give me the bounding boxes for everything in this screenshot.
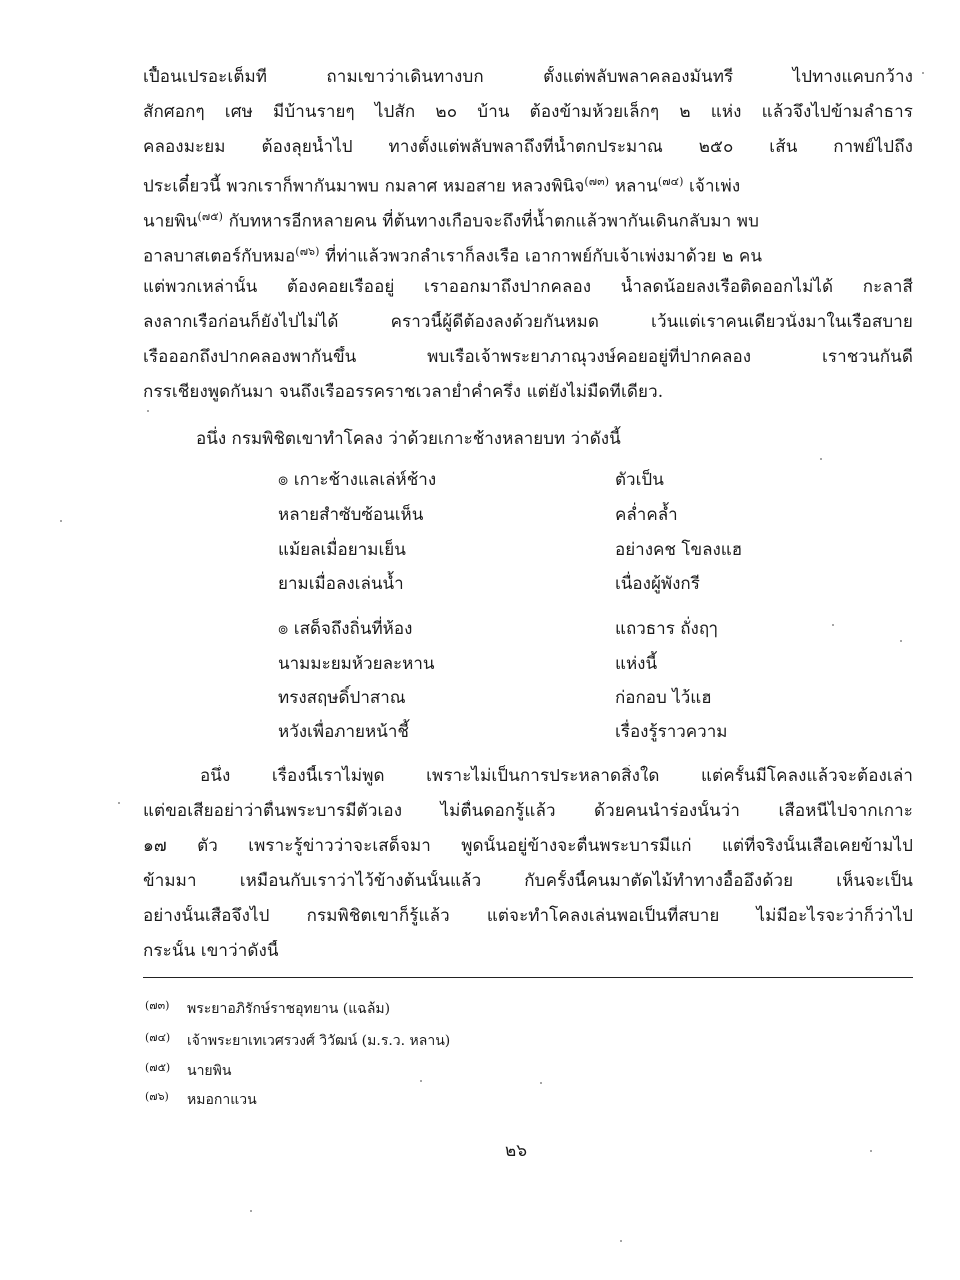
paragraph-1-line-text: อาลบาสเตอร์กับหมอ xyxy=(143,246,296,267)
poem-line-right: แห่งนี้ xyxy=(615,654,658,674)
paragraph-1-line-text: ประเดี๋ยวนี้ พวกเราก็พากันมาพบ กมลาศ หมอสาย หลวงพินิจ xyxy=(143,176,585,197)
poem-line-left: ๏ เสด็จถึงถิ่นที่ห้อง xyxy=(278,619,413,639)
paragraph-1-line-text: เจ้าเพ่ง xyxy=(683,176,741,197)
paragraph-1-line xyxy=(143,241,913,268)
poem-line-right: เรื่องรู้ราวความ xyxy=(615,722,728,742)
poem-line-left: หวังเพื่อภายหน้าชี้ xyxy=(278,722,409,742)
poem-line-right: ตัวเป็น xyxy=(615,470,664,490)
poem-line-left: ทรงสฤษดิ์ปาสาณ xyxy=(278,688,406,708)
poem-line-left: ยามเมื่อลงเล่นน้ำ xyxy=(278,574,404,594)
footnote-mark: (๗๕) xyxy=(145,1061,171,1074)
paragraph-1-line: ลงลากเรือก่อนก็ยังไปไม่ได้ คราวนี้ผู้ดีต้องลงด้วยกันหมด เว้นแต่เราคนเดียวนั่งมาในเรือสบาย xyxy=(143,312,913,332)
paragraph-1-line-text: หลาน xyxy=(609,176,658,197)
footnote-ref: (๗๓) xyxy=(584,175,610,188)
footnote-item xyxy=(145,1059,231,1080)
footnote-text: หมอกาแวน xyxy=(187,1092,257,1108)
footnote-text: เจ้าพระยาเทเวศรวงศ์ วิวัฒน์ (ม.ร.ว. หลาน) xyxy=(187,1033,451,1049)
paragraph-2-line: กระนั้น เขาว่าดังนี้ xyxy=(143,941,279,961)
footnote-text: นายพิน xyxy=(187,1063,232,1079)
poem-line-right: คล่ำคล้ำ xyxy=(615,505,678,525)
paragraph-1-line: เปื้อนเปรอะเต็มที ถามเขาว่าเดินทางบก ตั้งแต่พลับพลาคลองมันทรี ไปทางแคบกว้าง xyxy=(143,67,913,87)
footnote-ref: (๗๔) xyxy=(657,175,684,188)
paragraph-1-line: คลองมะยม ต้องลุยน้ำไป ทางตั้งแต่พลับพลาถึงที่น้ำตกประมาณ ๒๕๐ เส้น กาพย์ไปถึง xyxy=(143,137,913,157)
paragraph-2-line: อนึ่ง เรื่องนี้เราไม่พูด เพราะไม่เป็นการประหลาดสิ่งใด แต่ครั้นมีโคลงแล้วจะต้องเล่า xyxy=(200,766,913,786)
poem-line-left: นามมะยมห้วยละหาน xyxy=(278,654,435,674)
paragraph-1-line: สักศอกๆ เศษ มีบ้านรายๆ ไปสัก ๒๐ บ้าน ต้องข้ามห้วยเล็กๆ ๒ แห่ง แล้วจึงไปข้ามลำธาร xyxy=(143,102,913,122)
poem-intro: อนึ่ง กรมพิชิตเขาทำโคลง ว่าด้วยเกาะช้างหลายบท ว่าดังนี้ xyxy=(196,429,621,449)
footnote-text: พระยาอภิรักษ์ราชอุทยาน (แฉล้ม) xyxy=(187,1001,391,1017)
paragraph-1-line: แต่พวกเหล่านั้น ต้องคอยเรืออยู่ เราออกมาถึงปากคลอง น้ำลดน้อยลงเรือติดออกไม่ได้ กะลาสี xyxy=(143,277,913,297)
footnote-item xyxy=(145,1088,257,1109)
poem-line-right: แถวธาร ถั่งฤๅ xyxy=(615,619,718,639)
paragraph-2-line: ๑๗ ตัว เพราะรู้ข่าวว่าจะเสด็จมา พูดนั้นอยู่ข้างจะตื่นพระบารมีแก่ แต่ที่จริงนั้นเสือเคยข้ามไป xyxy=(143,836,913,856)
paragraph-1-line xyxy=(143,206,913,233)
poem-line-right: อย่างคช โขลงแฮ xyxy=(615,540,743,560)
paragraph-1-line: กรรเชียงพูดกันมา จนถึงเรืออรรคราชเวลาย่ำค่ำครึ่ง แต่ยังไม่มืดทีเดียว. xyxy=(143,382,664,402)
footnote-item xyxy=(145,997,390,1018)
poem-line-left: หลายสำซับซ้อนเห็น xyxy=(278,505,424,525)
paragraph-1-line-text: กับทหารอีกหลายคน ที่ต้นทางเกือบจะถึงที่น้ำตกแล้วพากันเดินกลับมา พบ xyxy=(223,211,759,232)
page-number: ๒๖ xyxy=(505,1141,527,1161)
paragraph-2-line: ข้ามมา เหมือนกับเราว่าไว้ข้างต้นนั้นแล้ว กับครั้งนี้คนมาตัดไม้ทำทางอื้ออึงด้วย เห็นจะเป็น xyxy=(143,871,913,891)
footnote-mark: (๗๖) xyxy=(145,1090,169,1103)
poem-line-left: แม้ยลเมื่อยามเย็น xyxy=(278,540,406,560)
poem-line-right: ก่อกอบ ไว้แฮ xyxy=(615,688,712,708)
footnote-ref: (๗๕) xyxy=(197,210,224,223)
footnote-mark: (๗๔) xyxy=(145,1031,171,1044)
poem-line-left: ๏ เกาะช้างแลเล่ห์ช้าง xyxy=(278,470,437,490)
footnote-ref: (๗๖) xyxy=(295,245,320,258)
footnote-divider xyxy=(143,977,913,978)
footnote-item xyxy=(145,1029,450,1050)
paragraph-1-line-text: ที่ท่าแล้วพวกลำเราก็ลงเรือ เอากาพย์กับเจ้าเพ่งมาด้วย ๒ คน xyxy=(319,246,763,267)
paragraph-1-line-text: นายพิน xyxy=(143,211,198,232)
paragraph-2-line: อย่างนั้นเสือจึงไป กรมพิชิตเขาก็รู้แล้ว แต่จะทำโคลงเล่นพอเป็นที่สบาย ไม่มีอะไรจะว่าก็ว่าไป xyxy=(143,906,913,926)
paragraph-2-line: แต่ขอเสียอย่าว่าตื่นพระบารมีตัวเอง ไม่ตื่นดอกรู้แล้ว ด้วยคนนำร่องนั้นว่า เสือหนีไปจากเกาะ xyxy=(143,801,913,821)
poem-line-right: เนื่องผู้พังกรี xyxy=(615,574,700,594)
footnote-mark: (๗๓) xyxy=(145,999,170,1012)
paragraph-1-line xyxy=(143,171,913,198)
paragraph-1-line: เรือออกถึงปากคลองพากันขึ้น พบเรือเจ้าพระยาภาณุวงษ์คอยอยู่ที่ปากคลอง เราชวนกันดี xyxy=(143,347,913,367)
